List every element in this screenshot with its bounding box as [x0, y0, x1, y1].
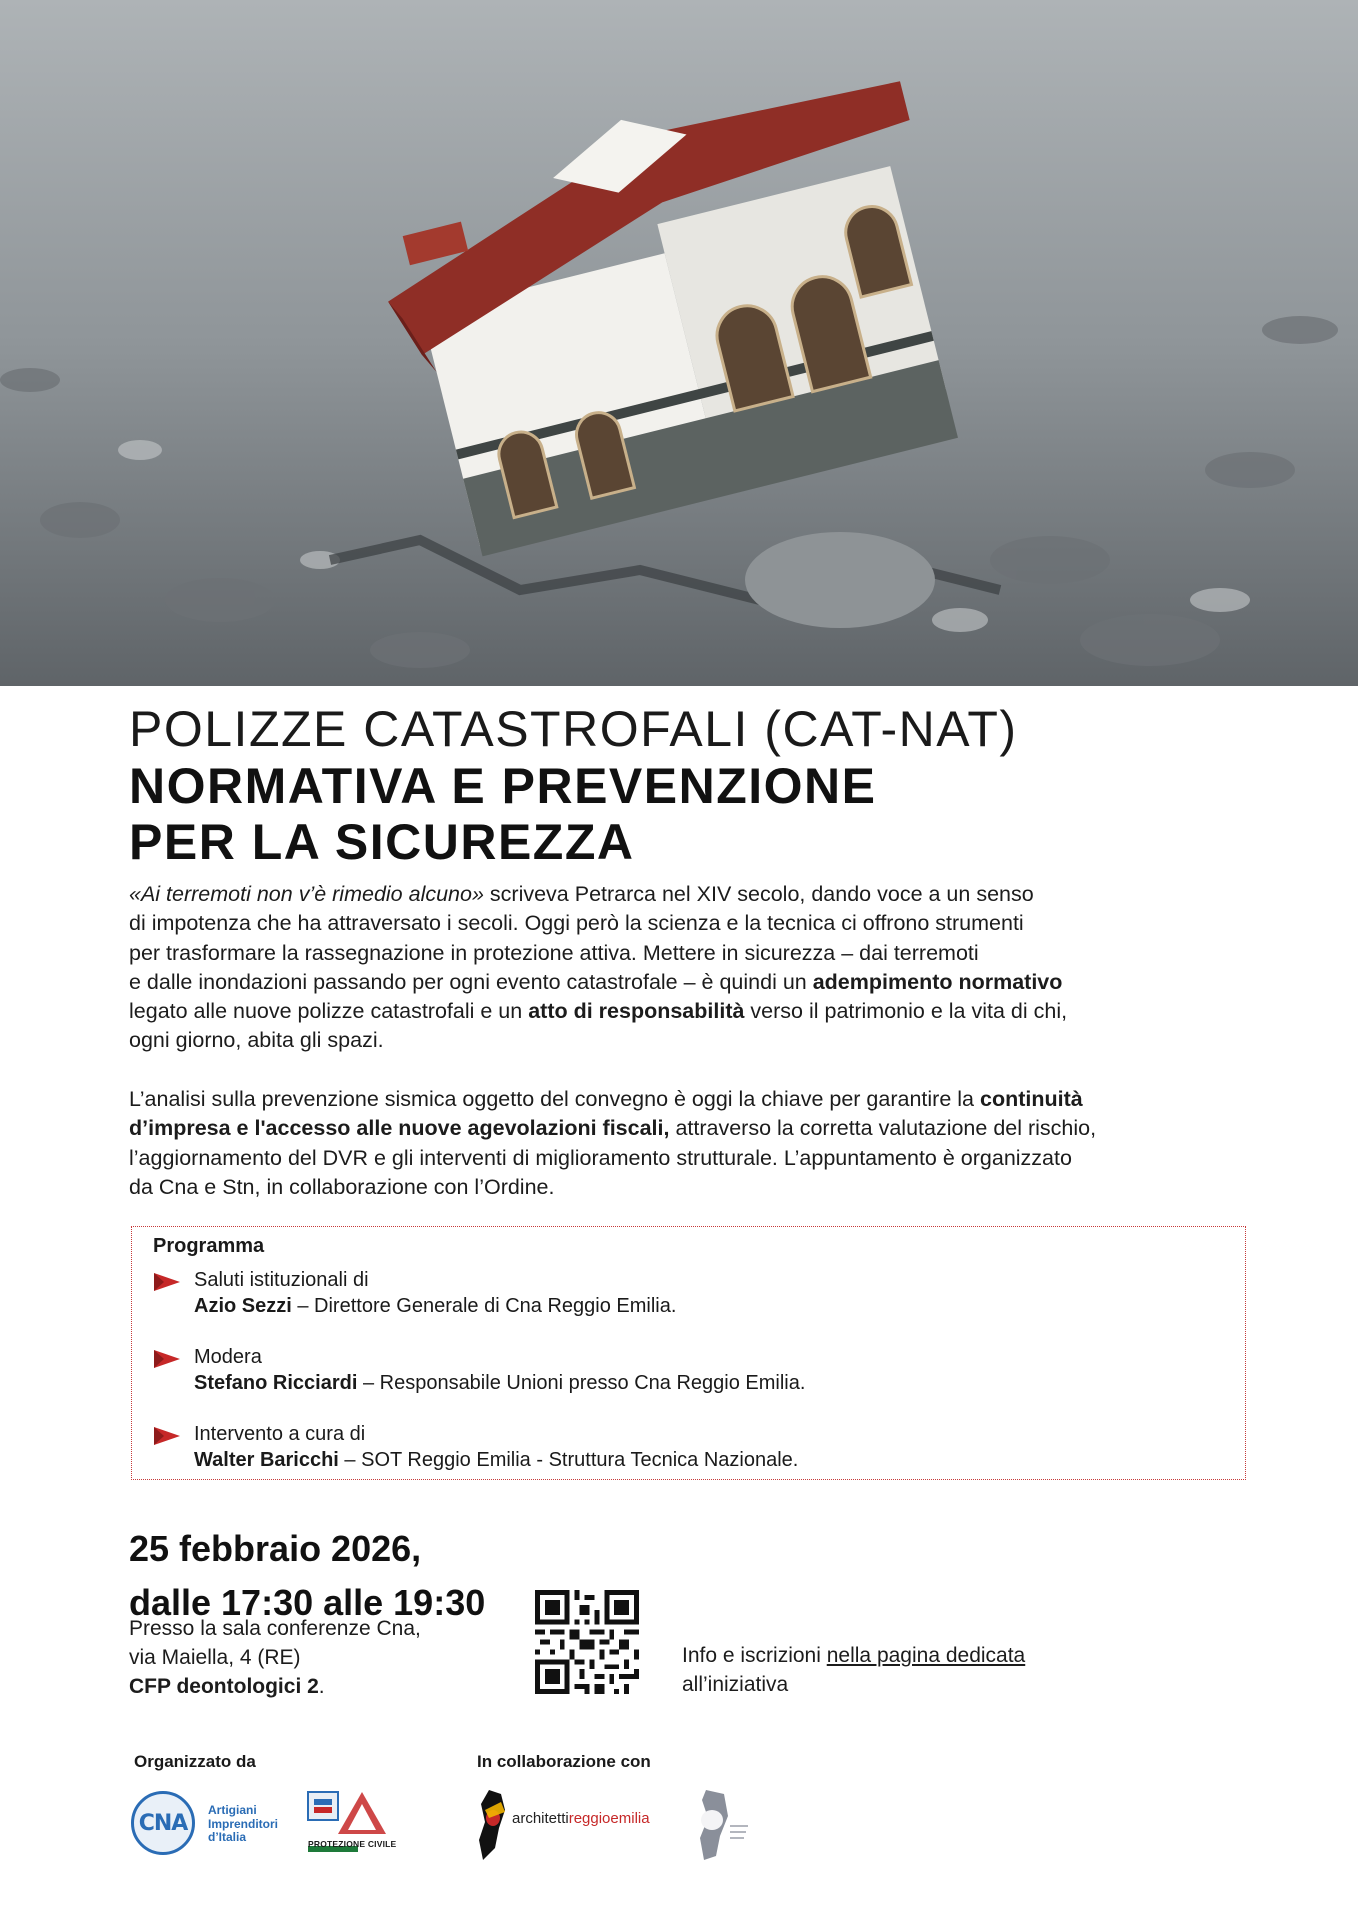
red-arrow-icon	[154, 1350, 180, 1368]
analysis-emphasis: continuità	[979, 1087, 1083, 1111]
cna-logo: CNA	[131, 1791, 195, 1855]
program-role: Saluti istituzionali di	[194, 1269, 369, 1291]
event-venue	[129, 1614, 421, 1701]
intro-text: per trasformare la rassegnazione in protezione attiva. Mettere in sicurezza – dai terremoti	[129, 940, 979, 965]
intro-emphasis: atto di responsabilità	[528, 999, 745, 1024]
architetti-logo-mark	[475, 1790, 511, 1860]
cna-tagline-line: Artigiani	[208, 1803, 257, 1817]
title-line-1: POLIZZE CATASTROFALI (CAT-NAT)	[129, 701, 1018, 757]
info-text: all’iniziativa	[682, 1673, 789, 1696]
title-line-2: NORMATIVA E PREVENZIONE	[129, 758, 877, 814]
program-role: Intervento a cura di	[194, 1423, 366, 1445]
program-speaker: Walter Baricchi	[194, 1449, 339, 1471]
program-title: Programma	[153, 1235, 265, 1257]
architetti-logo-text	[512, 1810, 650, 1827]
title-line-3: PER LA SICUREZZA	[129, 814, 635, 870]
info-registration	[682, 1641, 1025, 1699]
intro-emphasis: adempimento normativo	[812, 969, 1063, 994]
cna-tagline	[208, 1804, 278, 1845]
protezione-civile-label: PROTEZIONE CIVILE	[308, 1839, 397, 1849]
program-desc: – Direttore Generale di Cna Reggio Emilia.	[291, 1295, 677, 1317]
red-arrow-icon	[154, 1273, 180, 1291]
architetti-word: architetti	[512, 1810, 569, 1827]
event-time: dalle 17:30 alle 19:30	[129, 1582, 486, 1623]
analysis-text: da Cna e Stn, in collaborazione con l’Ordine.	[129, 1174, 555, 1199]
hero-photo	[0, 0, 1358, 686]
reggioemilia-word: reggioemilia	[568, 1810, 650, 1827]
collaboration-label: In collaborazione con	[477, 1752, 651, 1771]
organized-by-label: Organizzato da	[134, 1752, 256, 1771]
analysis-text: attraverso la corretta valutazione del rischio,	[669, 1116, 1097, 1141]
intro-text: legato alle nuove polizze catastrofali e un	[129, 999, 529, 1024]
cfp-credits-end: .	[318, 1675, 325, 1698]
fondazione-logo	[690, 1790, 750, 1860]
cna-tagline-line: d’Italia	[208, 1830, 247, 1844]
program-desc: – SOT Reggio Emilia - Struttura Tecnica Nazionale.	[338, 1449, 799, 1471]
analysis-text: L’analisi sulla prevenzione sismica oggetto del convegno è oggi la chiave per garantire la	[129, 1087, 980, 1111]
registration-link[interactable]: nella pagina dedicata	[826, 1644, 1026, 1667]
cfp-credits: CFP deontologici 2	[129, 1675, 319, 1698]
qr-code[interactable]	[535, 1590, 639, 1694]
red-arrow-icon	[154, 1427, 180, 1445]
program-box	[131, 1226, 1246, 1480]
intro-paragraph	[129, 880, 1259, 1056]
intro-text: ogni giorno, abita gli spazi.	[129, 1028, 384, 1053]
program-desc: – Responsabile Unioni presso Cna Reggio Emilia.	[357, 1372, 806, 1394]
event-date: 25 febbraio 2026,	[129, 1528, 422, 1569]
analysis-paragraph	[129, 1085, 1259, 1202]
intro-text: verso il patrimonio e la vita di chi,	[744, 999, 1068, 1024]
program-speaker: Stefano Ricciardi	[194, 1372, 358, 1394]
cna-tagline-line: Imprenditori	[208, 1816, 279, 1831]
intro-text: scriveva Petrarca nel XIV secolo, dando voce a un senso	[483, 882, 1034, 906]
intro-text: di impotenza che ha attraversato i secoli. Oggi però la scienza e la tecnica ci offrono strumenti	[129, 911, 1024, 936]
analysis-emphasis: d’impresa e l'accesso alle nuove agevolazioni fiscali,	[129, 1116, 670, 1141]
venue-line: Presso la sala conferenze Cna,	[129, 1617, 421, 1640]
petrarca-quote: «Ai terremoti non v’è rimedio alcuno»	[129, 882, 484, 906]
intro-text: e dalle inondazioni passando per ogni evento catastrofale – è quindi un	[129, 969, 813, 994]
program-speaker: Azio Sezzi	[194, 1295, 292, 1317]
program-role: Modera	[194, 1346, 262, 1368]
venue-line: via Maiella, 4 (RE)	[129, 1646, 301, 1669]
analysis-text: l’aggiornamento del DVR e gli interventi di miglioramento strutturale. L’appuntamento è organizzato	[129, 1145, 1072, 1170]
sinking-house-illustration	[0, 0, 1358, 686]
info-text: Info e iscrizioni	[682, 1644, 827, 1667]
title-block	[129, 700, 1249, 870]
